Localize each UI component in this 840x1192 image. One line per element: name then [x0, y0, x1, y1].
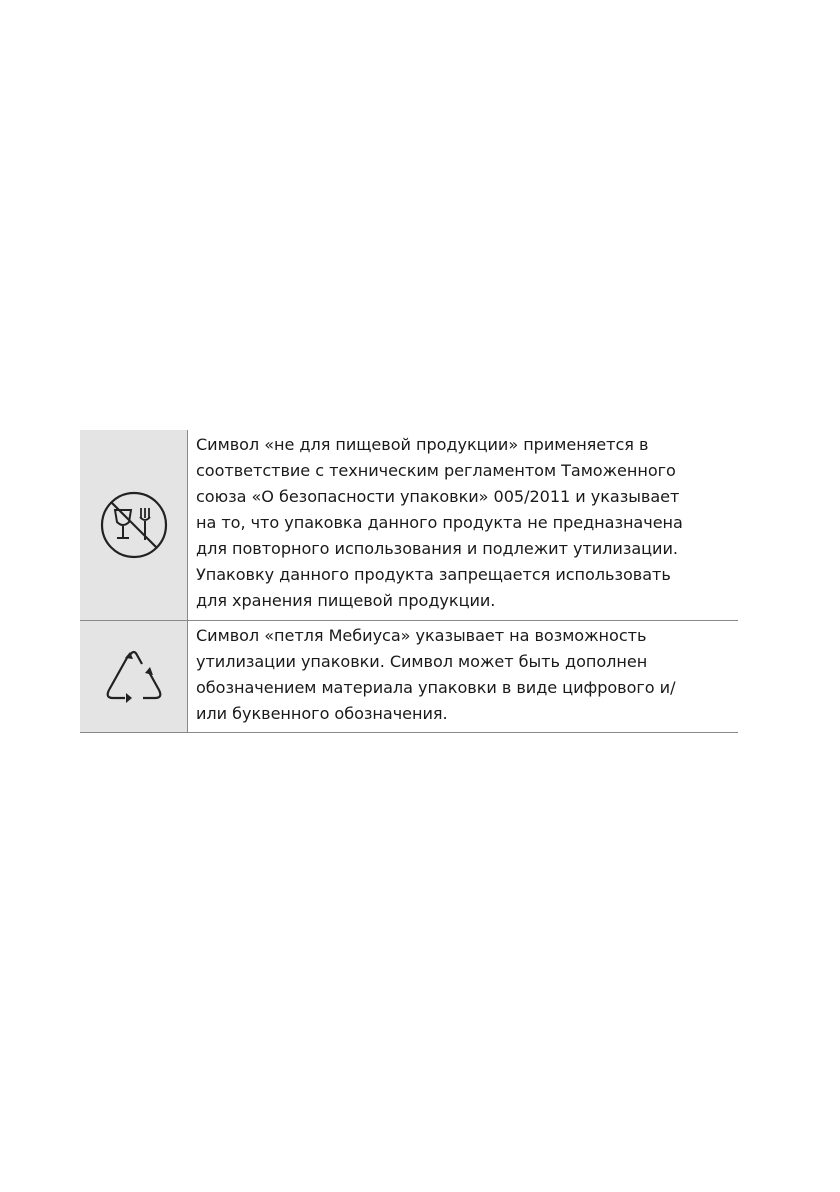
- text-line: для хранения пищевой продукции.: [196, 591, 496, 610]
- text-line: Упаковку данного продукта запрещается использовать: [196, 565, 671, 584]
- table-row: [80, 621, 738, 733]
- text-line: для повторного использования и подлежит утилизации.: [196, 539, 678, 558]
- symbol-description: [188, 430, 739, 621]
- text-line: Символ «не для пищевой продукции» применяется в: [196, 435, 649, 454]
- icon-cell: [80, 430, 188, 621]
- text-line: соответствие с техническим регламентом Таможенного: [196, 461, 676, 480]
- text-line: союза «О безопасности упаковки» 005/2011 и указывает: [196, 487, 680, 506]
- mobius-loop-icon: [99, 646, 169, 708]
- text-line: Символ «петля Мебиуса» указывает на возможность: [196, 626, 647, 645]
- text-line: или буквенного обозначения.: [196, 704, 448, 723]
- symbol-description: [188, 621, 739, 733]
- icon-cell: [80, 621, 188, 733]
- text-line: на то, что упаковка данного продукта не предназначена: [196, 513, 683, 532]
- text-line: утилизации упаковки. Символ может быть дополнен: [196, 652, 648, 671]
- table-row: [80, 430, 738, 621]
- not-for-food-icon: [97, 488, 171, 562]
- symbols-table: [80, 430, 738, 733]
- text-line: обозначением материала упаковки в виде цифрового и/: [196, 678, 676, 697]
